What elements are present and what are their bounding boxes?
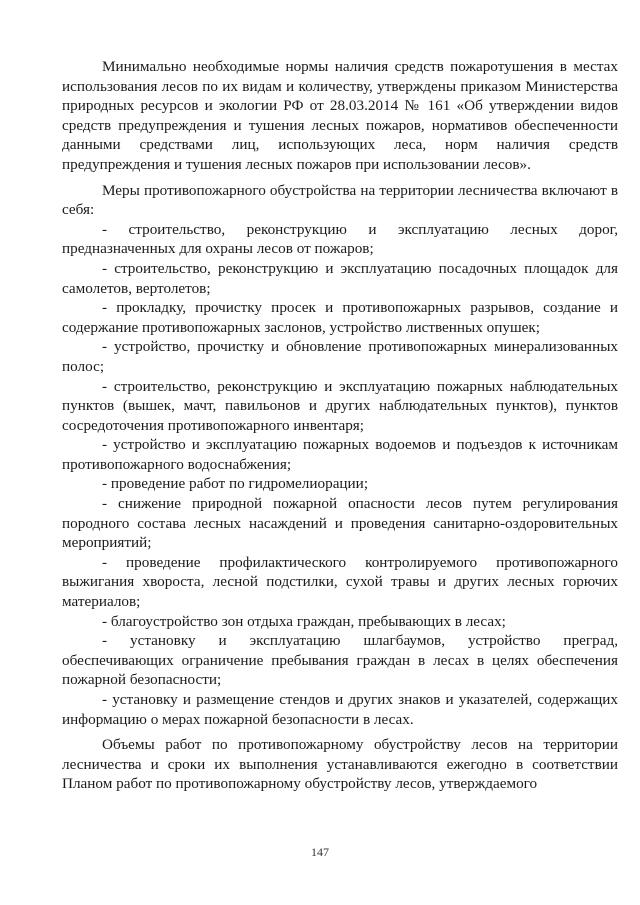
page-number: 147: [311, 845, 329, 859]
list-item-controlled-burning: - проведение профилактического контролируемого противопожарного выжигания хвороста, лесной подстилки, сухой травы и других лесных горючих материалов;: [62, 553, 618, 611]
list-item-observation-points: - строительство, реконструкцию и эксплуатацию пожарных наблюдательных пунктов (вышек, мачт, павильонов и других наблюдательных пунктов), пунктов сосредоточения противопожарного инвентаря;: [62, 377, 618, 434]
list-item-fire-hazard-reduction: - снижение природной пожарной опасности лесов путем регулирования породного состава лесных насаждений и проведения санитарно-оздоровительных мероприятий;: [62, 495, 618, 552]
list-item-signs: - установку и размещение стендов и других знаков и указателей, содержащих информацию о мерах пожарной безопасности в лесах.: [62, 691, 618, 728]
list-item-mineral-strips: - устройство, прочистку и обновление противопожарных минерализованных полос;: [62, 338, 618, 375]
document-body: [62, 57, 618, 794]
list-item-barriers: - установку и эксплуатацию шлагбаумов, устройство преград, обеспечивающих ограничение пребывания граждан в лесах в целях обеспечения пожарной безопасности;: [62, 632, 618, 689]
list-item-water-reservoirs: - устройство и эксплуатацию пожарных водоемов и подъездов к источникам противопожарного водоснабжения;: [62, 436, 618, 473]
list-item-landing-sites: - строительство, реконструкцию и эксплуатацию посадочных площадок для самолетов, вертолетов;: [62, 259, 618, 297]
list-item-roads: - строительство, реконструкцию и эксплуатацию лесных дорог, предназначенных для охраны лесов от пожаров;: [62, 220, 618, 258]
paragraph-work-volumes: Объемы работ по противопожарному обустройству лесов на территории лесничества и сроки их выполнения устанавливаются ежегодно в соответствии Планом работ по противопожарному обустройству лесов, утверждаемого: [62, 736, 618, 793]
list-item-firebreaks: - прокладку, прочистку просек и противопожарных разрывов, создание и содержание противопожарных заслонов, устройство лиственных опушек;: [62, 299, 618, 336]
list-item-recreation-zones: - благоустройство зон отдыха граждан, пребывающих в лесах;: [102, 612, 506, 630]
list-item-hydromelioration: - проведение работ по гидромелиорации;: [102, 475, 369, 493]
paragraph-measures-intro: Меры противопожарного обустройства на территории лесничества включают в себя:: [62, 181, 618, 219]
paragraph-fire-norms: Минимально необходимые нормы наличия средств пожаротушения в местах использования лесов по их видам и количеству, утверждены приказом Министерства природных ресурсов и экологии РФ от 28.03.2014 № 161 «Об утверждении видов средств предупреждения и тушения лесных пожаров, нормативов обеспеченности данными средствами лиц, использующих леса, норм наличия средств предупреждения и тушения лесных пожаров при использовании лесов».: [62, 58, 618, 173]
